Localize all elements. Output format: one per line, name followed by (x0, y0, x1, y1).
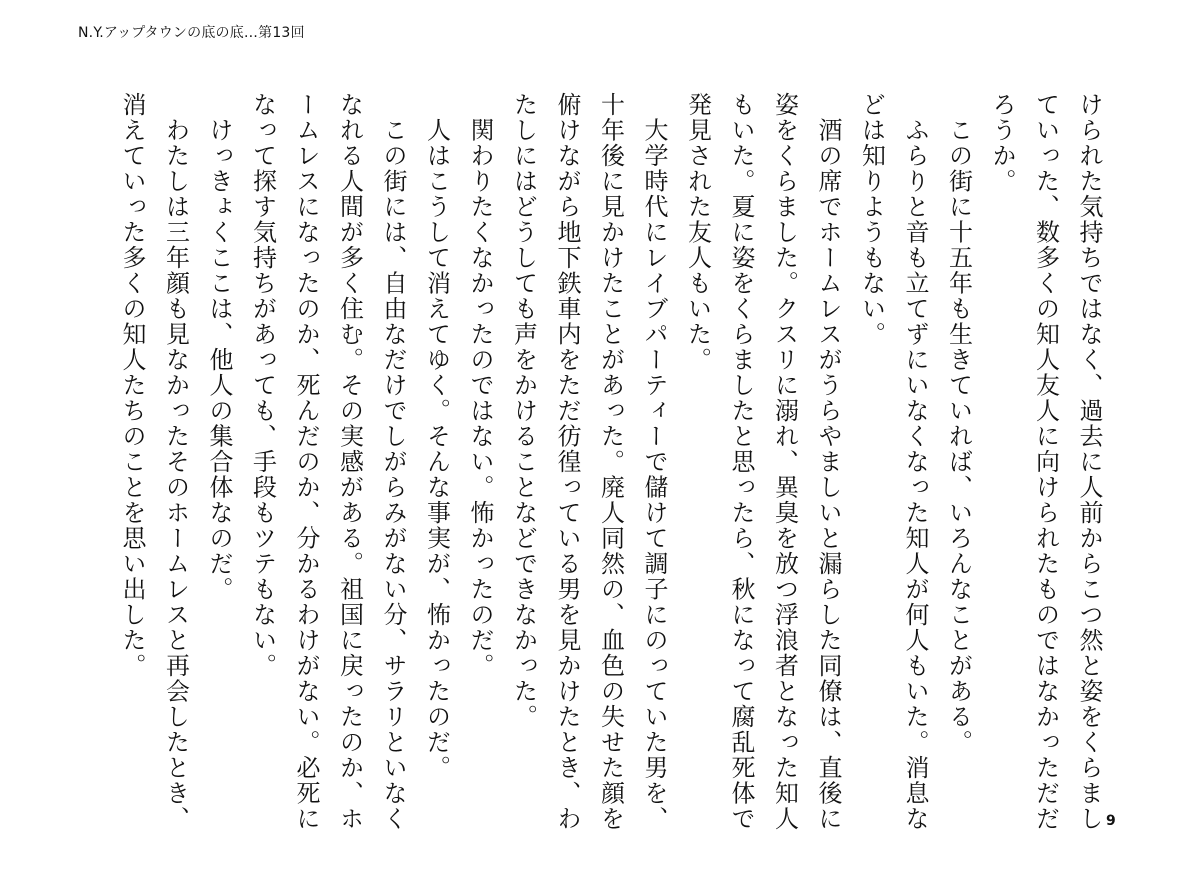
running-header: N.Y.アップタウンの底の底…第13回 (78, 25, 305, 41)
paragraph: 酒の席でホームレスがうらやましいと漏らした同僚は、直後に 姿をくらました。クスリに溺れ、異臭を放つ浮浪者となった知人 もいた。夏に姿をくらましたと思ったら、秋になって腐乱死体で 発見された友人もいた。 (683, 92, 842, 832)
paragraph: わたしは三年顔も見なかったそのホームレスと再会したとき、 消えていった多くの知人たちのことを思い出した。 (118, 92, 190, 832)
vertical-body-text (70, 92, 1110, 832)
paragraph: けられた気持ちではなく、過去に人前からこつ然と姿をくらまし ていった、数多くの知人友人に向けられたものではなかっただだ ろうか。 (988, 92, 1103, 832)
paragraph: 大学時代にレイブパーティーで儲けて調子にのっていた男を、 十年後に見かけたことがあった。廃人同然の、血色の失せた顔を 俯けながら地下鉄車内をただ彷徨っている男を見かけたとき、わ たしにはどうしても声をかけることなどできなかった。 (509, 92, 668, 832)
paragraph: この街に十五年も生きていれば、いろんなことがある。 ふらりと音も立てずにいなくなった知人が何人もいた。消息な どは知りようもない。 (857, 92, 973, 832)
page-number: 9 (1106, 813, 1116, 829)
paragraph: 関わりたくなかったのではない。怖かったのだ。 人はこうして消えてゆく。そんな事実が、怖かったのだ。 (422, 117, 494, 781)
paragraph: この街には、自由なだけでしがらみがない分、サラリといなく なれる人間が多く住む。その実感がある。祖国に戻ったのか、ホ ームレスになったのか、死んだのか、分かるわけがない。必死に なって探す気持ちがあっても、手段もツテもない。 けっきょくここは、他人の集合体なのだ。 (205, 92, 407, 832)
